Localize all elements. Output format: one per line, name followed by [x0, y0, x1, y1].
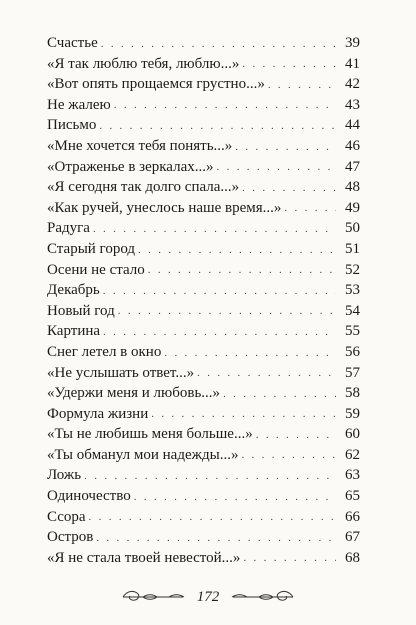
toc-entry-page: 55: [345, 323, 360, 340]
toc-entry: [47, 218, 360, 239]
toc-entry-title: Формула жизни: [47, 405, 149, 422]
toc-entry-title: Осени не стало: [47, 261, 145, 278]
toc-entry: [47, 363, 360, 384]
toc-entry: [47, 54, 360, 75]
toc-entry: [47, 74, 360, 95]
toc-leader-dots: [256, 426, 336, 445]
toc-leader-dots: [235, 138, 336, 157]
toc-entry: [47, 301, 360, 322]
toc-entry-page: 47: [345, 158, 360, 175]
toc-entry-page: 56: [345, 343, 360, 360]
toc-entry-page: 44: [345, 117, 360, 134]
toc-leader-dots: [89, 508, 336, 527]
toc-entry-page: 49: [345, 199, 360, 216]
toc-entry-title: «Я не стала твоей невестой...»: [47, 549, 241, 566]
toc-entry-title: «Как ручей, унеслось наше время...»: [47, 199, 282, 216]
toc-entry-title: «Отраженье в зеркалах...»: [47, 158, 214, 175]
toc-entry: [47, 527, 360, 548]
toc-leader-dots: [114, 96, 336, 115]
toc-entry-page: 50: [345, 220, 360, 237]
toc-entry-title: Счастье: [47, 35, 98, 51]
toc-leader-dots: [164, 344, 336, 363]
toc-entry-page: 68: [345, 549, 360, 566]
toc-leader-dots: [84, 467, 336, 486]
toc-entry-title: Новый год: [47, 302, 115, 319]
toc-leader-dots: [103, 282, 336, 301]
toc-entry: [47, 404, 360, 425]
toc-entry: [47, 548, 360, 569]
toc-entry-page: 65: [345, 488, 360, 505]
table-of-contents: [47, 33, 360, 568]
toc-leader-dots: [243, 549, 336, 568]
toc-entry: [47, 342, 360, 363]
toc-entry-title: «Я так люблю тебя, люблю...»: [47, 55, 240, 72]
toc-entry: [47, 33, 360, 54]
toc-entry-page: 63: [345, 467, 360, 484]
toc-entry-page: 42: [345, 76, 360, 93]
toc-entry-title: Ложь: [47, 467, 82, 484]
toc-leader-dots: [241, 446, 336, 465]
toc-entry-title: Одиночество: [47, 488, 131, 505]
toc-leader-dots: [148, 261, 336, 280]
toc-leader-dots: [118, 302, 336, 321]
toc-leader-dots: [134, 488, 336, 507]
toc-entry: [47, 507, 360, 528]
toc-entry: [47, 198, 360, 219]
toc-leader-dots: [96, 529, 336, 548]
toc-leader-dots: [103, 323, 336, 342]
toc-entry-page: 48: [345, 179, 360, 196]
toc-entry-title: «Я сегодня так долго спала...»: [47, 179, 240, 196]
page-number: 172: [196, 589, 220, 605]
toc-entry: [47, 177, 360, 198]
toc-leader-dots: [284, 199, 336, 218]
toc-leader-dots: [93, 220, 336, 239]
toc-leader-dots: [101, 35, 336, 54]
toc-entry-page: 46: [345, 137, 360, 154]
toc-entry-title: Остров: [47, 529, 94, 546]
toc-entry-page: 43: [345, 96, 360, 113]
toc-entry-title: «Вот опять прощаемся грустно...»: [47, 76, 265, 93]
toc-entry-title: Не жалею: [47, 96, 111, 113]
toc-leader-dots: [242, 179, 336, 198]
toc-entry-title: Снег летел в окно: [47, 343, 162, 360]
toc-entry: [47, 321, 360, 342]
toc-entry-title: Старый город: [47, 240, 136, 257]
toc-leader-dots: [151, 405, 336, 424]
toc-entry: [47, 157, 360, 178]
toc-entry-page: 57: [345, 364, 360, 381]
toc-entry-page: 58: [345, 385, 360, 402]
toc-leader-dots: [268, 76, 336, 95]
toc-entry-page: 54: [345, 302, 360, 319]
toc-entry-page: 53: [345, 282, 360, 299]
toc-entry: [47, 383, 360, 404]
toc-entry: [47, 445, 360, 466]
toc-leader-dots: [217, 158, 337, 177]
toc-leader-dots: [223, 385, 336, 404]
toc-entry-page: 67: [345, 529, 360, 546]
toc-entry-title: Картина: [47, 323, 101, 340]
toc-leader-dots: [138, 241, 336, 260]
toc-leader-dots: [197, 364, 336, 383]
toc-entry-title: «Ты не любишь меня больше...»: [47, 426, 253, 443]
toc-entry: [47, 465, 360, 486]
toc-entry: [47, 424, 360, 445]
toc-entry: [47, 260, 360, 281]
toc-entry-title: «Удержи меня и любовь...»: [47, 385, 221, 402]
toc-entry-page: 62: [345, 446, 360, 463]
toc-entry: [47, 115, 360, 136]
toc-entry-page: 41: [345, 55, 360, 72]
toc-entry-title: «Не услышать ответ...»: [47, 364, 195, 381]
toc-entry-page: 66: [345, 508, 360, 525]
toc-entry: [47, 280, 360, 301]
toc-entry-title: Радуга: [47, 220, 90, 237]
toc-entry-page: 51: [345, 240, 360, 257]
toc-entry-title: «Ты обманул мои надежды...»: [47, 446, 239, 463]
toc-entry-page: 52: [345, 261, 360, 278]
toc-entry-page: 60: [345, 426, 360, 443]
toc-entry: [47, 136, 360, 157]
toc-entry-title: Декабрь: [47, 282, 100, 299]
toc-leader-dots: [99, 117, 336, 136]
toc-entry-title: Ссора: [47, 508, 86, 525]
toc-entry-page: 39: [345, 35, 360, 51]
toc-entry-page: 59: [345, 405, 360, 422]
toc-entry-title: «Мне хочется тебя понять...»: [47, 137, 233, 154]
toc-entry: [47, 95, 360, 116]
toc-leader-dots: [242, 55, 336, 74]
toc-entry: [47, 239, 360, 260]
page-footer: [117, 585, 299, 609]
toc-entry: [47, 486, 360, 507]
toc-entry-title: Письмо: [47, 117, 97, 134]
